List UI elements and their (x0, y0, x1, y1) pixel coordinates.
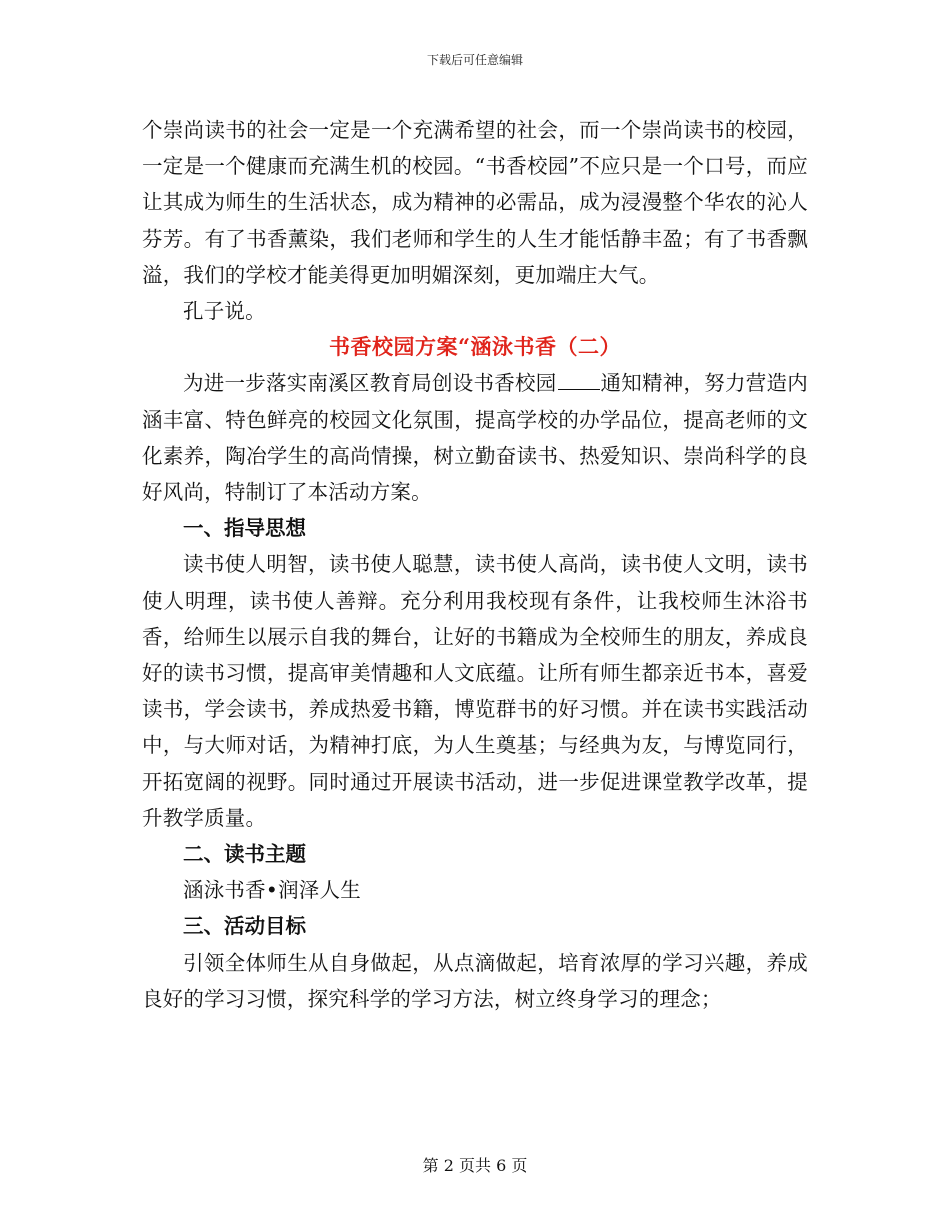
plan-intro-part-1: 为进一步落实南溪区教育局创设书香校园 (183, 371, 557, 396)
heading-guiding-ideology: 一、指导思想 (183, 516, 306, 541)
page-header: 下载后可任意编辑 (426, 53, 523, 67)
intro-paragraph: 个崇尚读书的社会一定是一个充满希望的社会，而一个崇尚读书的校园，一定是一个健康而充满生机的校园。“书香校园”不应只是一个口号，而应让其成为师生的生活状态，成为精神的必需品，成为浸漫整个华农的沁人芬芳。有了书香薰染，我们老师和学生的人生才能恬静丰盈；有了书香飘溢，我们的学校才能美得更加明媚深刻，更加端庄大气。 (142, 118, 808, 287)
page-footer: 第 2 页共 6 页 (422, 1156, 528, 1175)
plan-intro-part-2: 通知精神，努力营造内涵丰富、特色鲜亮的校园文化氛围，提高学校的办学品位，提高老师的文化素养，陶冶学生的高尚情操，树立勤奋读书、热爱知识、崇尚科学的良好风尚，特制订了本活动方案。 (142, 371, 808, 505)
plan-intro-paragraph (142, 365, 808, 510)
heading-reading-theme: 二、读书主题 (183, 842, 306, 867)
reading-theme-text: 涵泳书香•润泽人生 (183, 878, 361, 903)
activity-goals-paragraph: 引领全体师生从自身做起，从点滴做起，培育浓厚的学习兴趣，养成良好的学习习惯，探究科学的学习方法，树立终身学习的理念； (142, 950, 808, 1011)
guiding-ideology-paragraph: 读书使人明智，读书使人聪慧，读书使人高尚，读书使人文明，读书使人明理，读书使人善辩。充分利用我校现有条件，让我校师生沐浴书香，给师生以展示自我的舞台，让好的书籍成为全校师生的朋友，养成良好的读书习惯，提高审美情趣和人文底蕴。让所有师生都亲近书本，喜爱读书，学会读书，养成热爱书籍，博览群书的好习惯。并在读书实践活动中，与大师对话，为精神打底，为人生奠基；与经典为友，与博览同行，开拓宽阔的视野。同时通过开展读书活动，进一步促进课堂教学改革，提升教学质量。 (142, 552, 808, 830)
document-body (142, 112, 808, 1017)
heading-activity-goals: 三、活动目标 (183, 914, 306, 939)
section-title: 书香校园方案“涵泳书香（二） (328, 334, 622, 360)
fill-in-blank (558, 369, 600, 391)
confucius-line: 孔子说。 (183, 299, 266, 324)
